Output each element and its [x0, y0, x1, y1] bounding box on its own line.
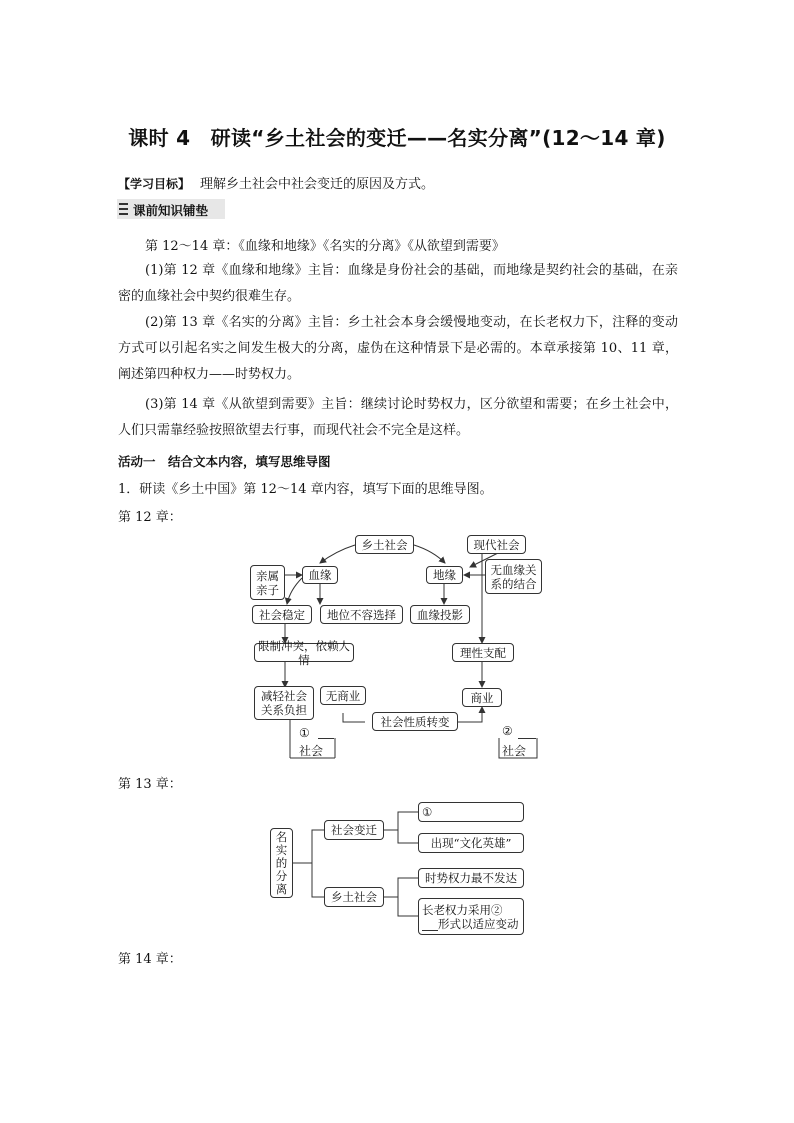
blank-2-tail: 社会: [502, 744, 527, 758]
node-rural-society-13: 乡土社会: [324, 887, 384, 907]
node-kinship-label: 亲属亲子: [256, 568, 279, 597]
node-culture-hero: 出现“文化英雄”: [418, 833, 524, 853]
node-blood: 血缘: [302, 566, 338, 584]
elder-power-line1: 长老权力采用②: [422, 902, 503, 917]
chapters-intro: 第 12～14 章：《血缘和地缘》《名实的分离》《从欲望到需要》: [145, 239, 505, 254]
elder-power-line2: [422, 917, 519, 931]
node-limit-conflict: 限制冲突，依赖人情: [254, 643, 354, 662]
elder-power-line2-text: 形式以适应变动: [438, 916, 519, 931]
blank-1-tail: 社会: [299, 744, 324, 758]
goal-tag: 【学习目标】: [118, 177, 191, 191]
goal-text: 理解乡土社会中社会变迁的原因及方式。: [200, 177, 435, 192]
ch12-summary: (1)第 12 章《血缘和地缘》主旨：血缘是身份社会的基础，而地缘是契约社会的基础，在亲密的血缘社会中契约很难生存。: [118, 263, 678, 304]
blank-1-num: ①: [299, 726, 310, 740]
node-no-blood-bond-label: 无血缘关系的结合: [490, 562, 537, 591]
activity-heading: 活动一 结合文本内容，填写思维导图: [118, 454, 331, 469]
ch14-label: 第 14 章：: [118, 952, 182, 967]
ch13-label: 第 13 章：: [118, 777, 182, 792]
ch12-label: 第 12 章：: [118, 510, 182, 525]
node-name-reality-split: [270, 828, 293, 898]
node-rural-society: 乡土社会: [355, 535, 414, 554]
node-blank-1: ①: [418, 802, 524, 822]
node-commerce: 商业: [462, 688, 502, 707]
section-title: 课前知识铺垫: [133, 203, 209, 218]
node-reduce-burden-label: 减轻社会关系负担: [261, 689, 307, 717]
node-social-transform: 社会性质转变: [372, 712, 458, 731]
node-social-change: 社会变迁: [324, 820, 384, 840]
node-no-commerce: 无商业: [320, 686, 366, 705]
ch14-summary: (3)第 14 章《从欲望到需要》主旨：继续讨论时势权力，区分欲望和需要；在乡土社会中，人们只需靠经验按照欲望去行事，而现代社会不完全是这样。: [118, 397, 678, 438]
node-blood-projection: 血缘投影: [410, 605, 470, 624]
node-modern-society: 现代社会: [467, 535, 526, 554]
node-geo: 地缘: [426, 566, 463, 584]
task-1: 1．研读《乡土中国》第 12～14 章内容，填写下面的思维导图。: [118, 482, 493, 497]
node-name-reality-split-label: 名实的分离: [275, 829, 288, 896]
page-title: 课时 4 研读“乡土社会的变迁——名实分离”(12～14 章): [128, 126, 666, 150]
node-rational-rule: 理性支配: [452, 643, 514, 662]
node-social-stability: 社会稳定: [252, 605, 312, 624]
node-elder-power: [418, 898, 524, 935]
node-power-undeveloped: 时势权力最不发达: [418, 868, 524, 888]
ch13-summary: (2)第 13 章《名实的分离》主旨：乡土社会本身会缓慢地变动，在长老权力下，注释的变动方式可以引起名实之间发生极大的分离，虚伪在这种情景下是必需的。本章承接第 10、11 章，阐述第四种权力——时势权力。: [118, 315, 678, 382]
blank-2-num: ②: [502, 724, 513, 738]
node-status-fixed: 地位不容选择: [320, 605, 403, 624]
